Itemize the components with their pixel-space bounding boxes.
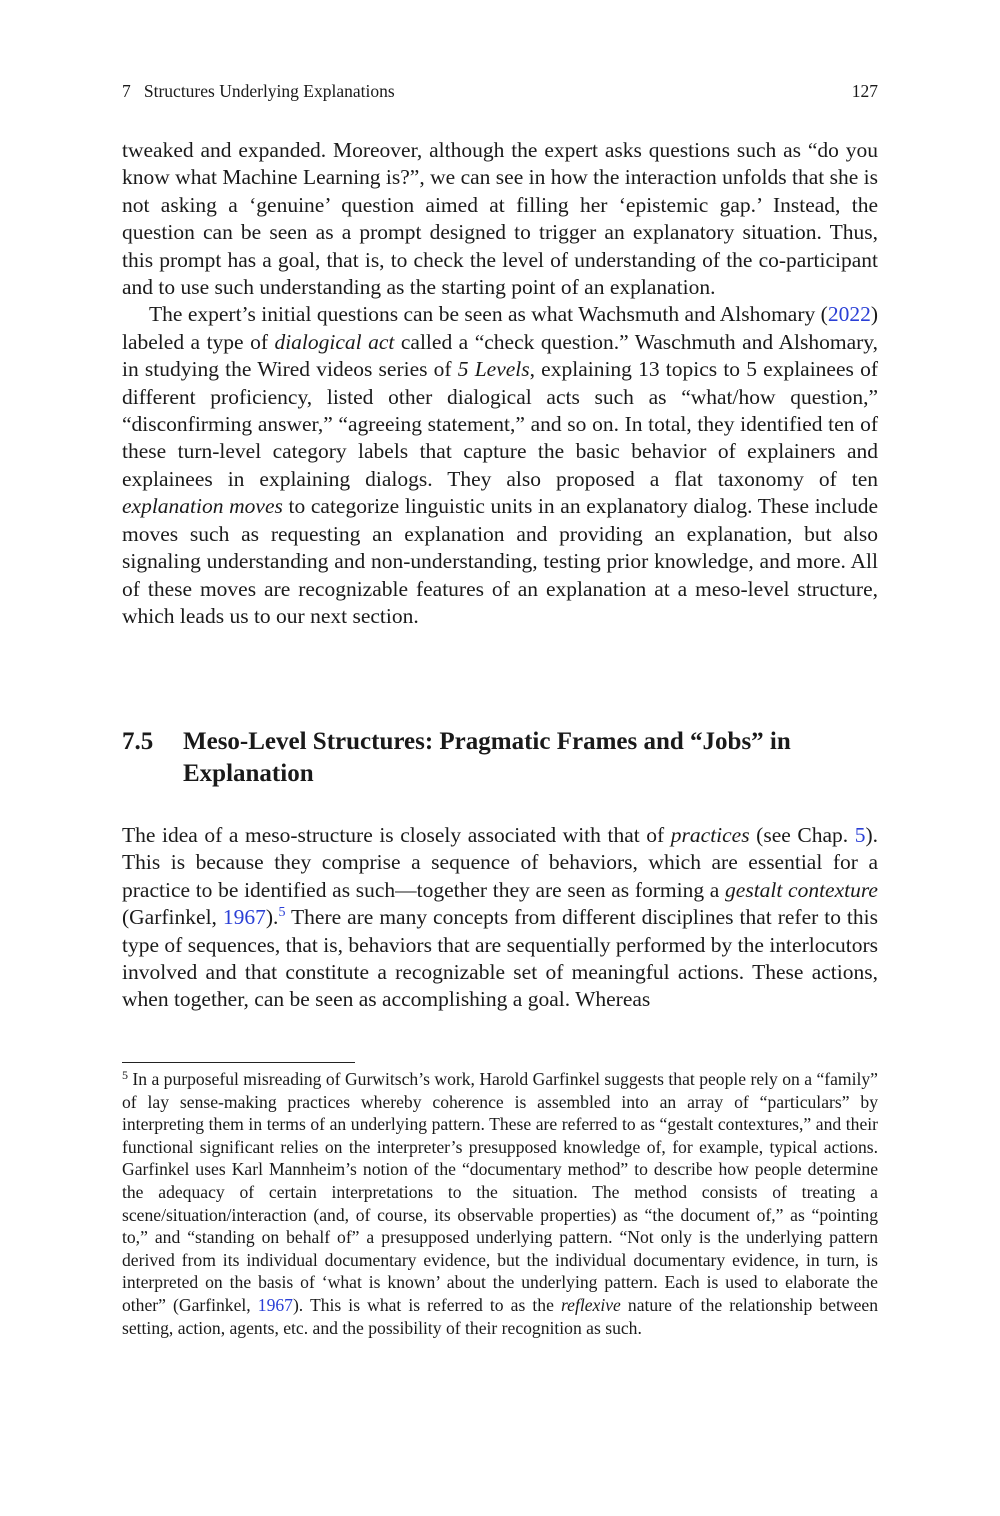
paragraph-3 bbox=[122, 822, 878, 1014]
footnote-citation-garfinkel-1967[interactable]: 1967 bbox=[257, 1294, 293, 1315]
body-text-top bbox=[122, 137, 878, 630]
footnote-divider bbox=[122, 1062, 355, 1063]
para2-text-a: The expert’s initial questions can be seen as what Wachsmuth and Alshomary ( bbox=[149, 302, 828, 327]
para2-text-b: ) labeled a type of bbox=[122, 302, 878, 354]
body-text-section bbox=[122, 822, 878, 1014]
para3-text-e: ). bbox=[265, 905, 279, 930]
para2-italic-explanation-moves: explanation moves bbox=[122, 494, 283, 519]
paragraph-2 bbox=[122, 301, 878, 630]
page-number: 127 bbox=[851, 81, 878, 101]
footnote-text-c: nature of the relationship between setting, action, agents, etc. and the possibility of their recognition as such. bbox=[122, 1294, 878, 1338]
para2-text-d: , explaining 13 topics to 5 explainees of different proficiency, listed other dialogical acts such as “what/how question,” “disconfirming answer,” “agreeing statement,” and so on. In total, they identified ten of these turn-level category labels that capture the basic behavior of explainers and explainees in explaining dialogs. They also proposed a flat taxonomy of ten bbox=[122, 357, 878, 491]
footnote-text-b: ). This is what is referred to as the bbox=[292, 1294, 561, 1315]
para3-text-a: The idea of a meso-structure is closely associated with that of bbox=[122, 823, 671, 847]
footnote-number: 5 bbox=[122, 1068, 128, 1082]
footnote-italic-reflexive: reflexive bbox=[560, 1294, 621, 1315]
para2-text-c: called a “check question.” Waschmuth and Alshomary, in studying the Wired videos series of bbox=[122, 329, 878, 382]
running-head-chapter: 7 Structures Underlying Explanations bbox=[122, 81, 395, 101]
section-title: Meso-Level Structures: Pragmatic Frames and “Jobs” in Explanation bbox=[183, 728, 791, 787]
footnote-5 bbox=[122, 1068, 878, 1339]
para2-italic-dialogical-act: dialogical act bbox=[274, 329, 395, 354]
paragraph-1: tweaked and expanded. Moreover, although the expert asks questions such as “do you know what Machine Learning is?”, we can see in how the interaction unfolds that she is not asking a ‘genuine’ question aimed at filling her ‘epistemic gap.’ Instead, the question can be seen as a prompt designed to trigger an explanatory situation. Thus, this prompt has a goal, that is, to check the level of understanding of the co-participant and to use such understanding as the starting point of an explanation. bbox=[122, 138, 878, 300]
chapter-5-link[interactable]: 5 bbox=[854, 823, 866, 847]
footnote-text-a: In a purposeful misreading of Gurwitsch’s work, Harold Garfinkel suggests that people rely on a “family” of lay sense-making practices whereby coherence is assembled into an array of “particulars” by interpreting them in terms of an underlying pattern. These are referred to as “gestalt contextures,” and their functional significant relies on the interpreter’s presupposed knowledge of, for example, typical actions. Garfinkel uses Karl Mannheim’s notion of the “documentary method” to describe how people determine the adequacy of certain interpretations to the situation. The method consists of treating a scene/situation/interaction (and, of course, its observable properties) as “the document of,” as “pointing to,” and “standing on behalf of” a presupposed underlying pattern. “Not only is the underlying pattern derived from its individual documentary evidence, but the individual documentary evidence, in turn, is interpreted on the basis of ‘what is known’ about the underlying pattern. Each is used to elaborate the other” (Garfinkel, bbox=[122, 1069, 878, 1315]
para3-text-b: (see Chap. bbox=[749, 823, 855, 847]
footnote-5-marker[interactable]: 5 bbox=[278, 905, 286, 921]
para3-text-d: (Garfinkel, bbox=[122, 905, 223, 930]
para2-italic-5-levels: 5 Levels bbox=[457, 357, 530, 382]
para3-italic-practices: practices bbox=[670, 823, 750, 847]
para2-text-e: to categorize linguistic units in an explanatory dialog. These include moves such as requesting an explanation and providing an explanation, but also signaling understanding and non-understanding, testing prior knowledge, and more. All of these moves are recognizable features of an explanation at a meso-level structure, which leads us to our next section. bbox=[122, 494, 878, 628]
section-heading bbox=[122, 726, 878, 790]
citation-wachsmuth-2022[interactable]: 2022 bbox=[827, 302, 871, 327]
para3-text-f: There are many concepts from different disciplines that refer to this type of sequences, that is, behaviors that are sequentially performed by the interlocutors involved and that constitute a recognizable set of meaningful actions. These actions, when together, can be seen as accomplishing a goal. Whereas bbox=[122, 905, 878, 1012]
para3-text-c: ). This is because they comprise a sequence of behaviors, which are essential for a practice to be identified as such—together they are seen as forming a bbox=[122, 823, 878, 902]
para3-italic-gestalt-contexture: gestalt contexture bbox=[725, 877, 878, 902]
citation-garfinkel-1967[interactable]: 1967 bbox=[222, 905, 266, 930]
section-number: 7.5 bbox=[122, 728, 154, 755]
